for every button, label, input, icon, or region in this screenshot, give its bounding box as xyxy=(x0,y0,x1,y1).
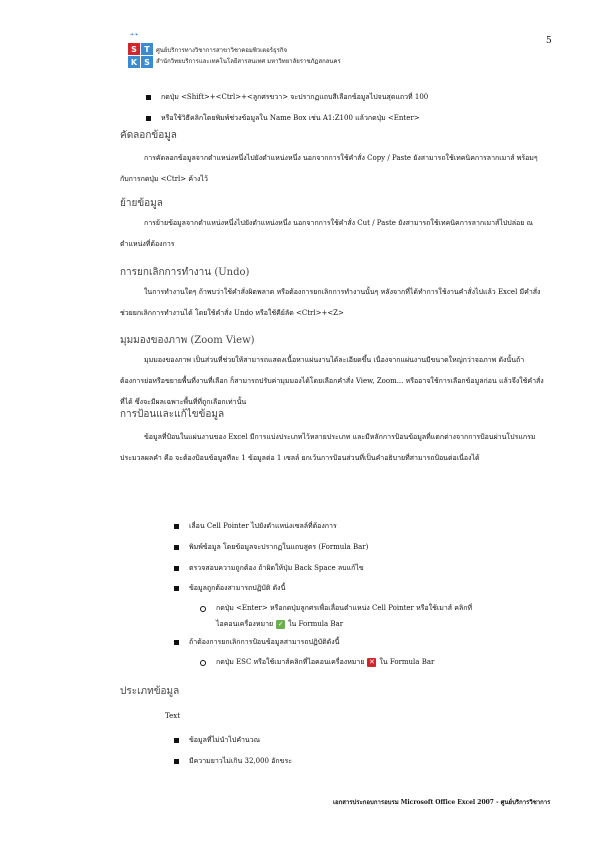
sub-bullet-esc xyxy=(200,657,434,668)
heading-input: การป้อนและแก้ไขข้อมูล xyxy=(120,409,225,420)
para-copy: การคัดลอกข้อมูลจากตำแหน่งหนึ่งไปยังตำแหน่งหนึ่ง นอกจากการใช้คำสั่ง Copy / Paste ยังสามารถใช้เทคนิคการลากเมาส์ พร้อมๆ กับการกดปุ่ม <Ctrl> ค้างไว้ xyxy=(120,154,538,183)
para-input: ข้อมูลที่ป้อนในแผ่นงานของ Excel มีการแบ่งประเภทไว้หลายประเภท และมีหลักการป้อนข้อมูลที่แตกต่างจากการป้อนผ่านโปรแกรมประมวลผลคำ คือ จะต้องป้อนข้อมูลทีละ 1 ข้อมูลต่อ 1 เซลล์ ยกเว้นการป้อนส่วนที่เป็นคำอธิบายที่สามารถป้อนต่อเนื่องได้ xyxy=(120,433,536,462)
sub-bullet-esc-text-b: ใน Formula Bar xyxy=(379,658,435,666)
input-bullet-2-text: พิมพ์ข้อมูล โดยข้อมูลจะปรากฏในแถบสูตร (Formula Bar) xyxy=(189,543,369,551)
bullet-icon xyxy=(174,738,179,743)
input-bullet-1 xyxy=(174,521,337,532)
page-number: 5 xyxy=(546,36,552,46)
logo-letter-s2: S xyxy=(141,56,153,68)
heading-copy: คัดลอกข้อมูล xyxy=(120,130,177,141)
bullet-icon xyxy=(174,759,179,764)
intro-bullet-2 xyxy=(146,113,420,124)
header-line-1: ศูนย์บริการทางวิชาการสาขาวิชาคอมพิวเตอร์ธุรกิจ xyxy=(156,47,287,54)
input-bullet-5 xyxy=(174,637,339,648)
circle-bullet-icon xyxy=(200,606,206,612)
text-bullet-2 xyxy=(174,756,292,767)
para-zoom: มุมมองของภาพ เป็นส่วนที่ช่วยให้สามารถแสดงเนื้อหาแผ่นงานได้ละเอียดขึ้น เนื่องจากแผ่นงานมีขนาดใหญ่กว่าจอภาพ ดังนั้นถ้าต้องการย่อหรือขยายพื้นที่งานที่เลือก ก็สามารถปรับค่ามุมมองได้โดยเลือกคำสั่ง View, Zoom... หรืออาจใช้การเลือกข้อมูลก่อน แล้วจึงใช้คำสั่งที่ได้ ซึ่งจะมีผลเฉพาะพื้นที่ที่ถูกเลือกเท่านั้น xyxy=(120,356,544,406)
bullet-icon xyxy=(146,116,151,121)
text-bullet-1 xyxy=(174,735,260,746)
stks-logo xyxy=(128,30,152,70)
sub-bullet-enter-line2b: ใน Formula Bar xyxy=(288,620,344,628)
circle-bullet-icon xyxy=(200,660,206,666)
input-bullet-4-text: ข้อมูลถูกต้องสามารถปฏิบัติ ดังนี้ xyxy=(189,584,286,592)
sub-bullet-esc-text-a: กดปุ่ม ESC หรือใช้เมาส์คลิกที่ไอคอนเครื่องหมาย xyxy=(216,658,365,666)
input-bullet-5-text: ถ้าต้องการยกเลิกการป้อนข้อมูลสามารถปฏิบัติดังนี้ xyxy=(189,638,340,646)
logo-top-mark: ❧❧ xyxy=(130,32,139,38)
heading-undo: การยกเลิกการทำงาน (Undo) xyxy=(120,267,250,278)
text-bullet-2-text: มีความยาวไม่เกิน 32,000 อักขระ xyxy=(189,757,292,765)
logo-letter-t: T xyxy=(141,43,153,55)
subheading-text: Text xyxy=(165,712,181,720)
check-icon: ✓ xyxy=(277,620,284,628)
input-bullet-3-text: ตรวจสอบความถูกต้อง ถ้าผิดให้ปุ่ม Back Space ลบแก้ไข xyxy=(189,564,364,572)
logo-letter-s1: S xyxy=(128,43,140,55)
input-bullet-1-text: เลื่อน Cell Pointer ไปยังตำแหน่งเซลล์ที่ต้องการ xyxy=(189,522,337,530)
para-undo: ในการทำงานใดๆ ถ้าพบว่าใช้คำสั่งผิดพลาด หรือต้องการยกเลิกการทำงานนั้นๆ หลังจากที่ได้ทำการใช้งานคำสั่งไปแล้ว Excel มีคำสั่งช่วยยกเลิกการทำงานได้ โดยใช้คำสั่ง Undo หรือใช้คีย์ลัด <Ctrl>+<Z> xyxy=(120,288,541,317)
bullet-icon xyxy=(146,95,151,100)
heading-zoom: มุมมองของภาพ (Zoom View) xyxy=(120,335,255,346)
bullet-icon xyxy=(174,566,179,571)
bullet-icon xyxy=(174,545,179,550)
header-text xyxy=(156,45,341,67)
intro-bullet-1-text: กดปุ่ม <Shift>+<Ctrl>+<ลูกศรขวา> จะปรากฏแถบสีเลือกข้อมูลไปจนสุดแถวที่ 100 xyxy=(161,93,429,101)
sub-bullet-enter xyxy=(200,603,472,614)
page-footer: เอกสารประกอบการอบรม Microsoft Office Excel 2007 - ศูนย์บริการวิชาการ xyxy=(333,799,551,806)
intro-bullet-2-text: หรือใช้วิธีคลิกโดยพิมพ์ช่วงข้อมูลใน Name Box เช่น A1:Z100 แล้วกดปุ่ม <Enter> xyxy=(161,114,420,122)
bullet-icon xyxy=(174,640,179,645)
sub-bullet-enter-line1: กดปุ่ม <Enter> หรือกดปุ่มลูกศรเพื่อเลื่อนตำแหน่ง Cell Pointer หรือใช้เมาส์ คลิกที่ xyxy=(216,604,473,612)
sub-bullet-enter-line2a: ไอคอนเครื่องหมาย xyxy=(216,620,274,628)
intro-bullet-1 xyxy=(146,92,428,103)
para-move: การย้ายข้อมูลจากตำแหน่งหนึ่งไปยังตำแหน่งหนึ่ง นอกจากการใช้คำสั่ง Cut / Paste ยังสามารถใช้เทคนิคการลากเมาส์ไปปล่อย ณ ตำแหน่งที่ต้องการ xyxy=(120,219,534,248)
heading-data-types: ประเภทข้อมูล xyxy=(120,686,180,697)
header-line-2: สำนักวิทยบริการและเทคโนโลยีสารสนเทศ มหาวิทยาลัยราชภัฏสกลนคร xyxy=(156,58,341,65)
input-bullet-2 xyxy=(174,542,368,553)
bullet-icon xyxy=(174,586,179,591)
logo-letter-k: K xyxy=(128,56,140,68)
input-bullet-3 xyxy=(174,563,364,574)
bullet-icon xyxy=(174,524,179,529)
heading-move: ย้ายข้อมูล xyxy=(120,198,163,209)
input-bullet-4 xyxy=(174,583,285,594)
text-bullet-1-text: ข้อมูลที่ไม่นำไปคำนวณ xyxy=(189,736,261,744)
sub-bullet-enter-cont xyxy=(216,619,343,630)
cancel-x-icon: ✕ xyxy=(369,658,375,666)
